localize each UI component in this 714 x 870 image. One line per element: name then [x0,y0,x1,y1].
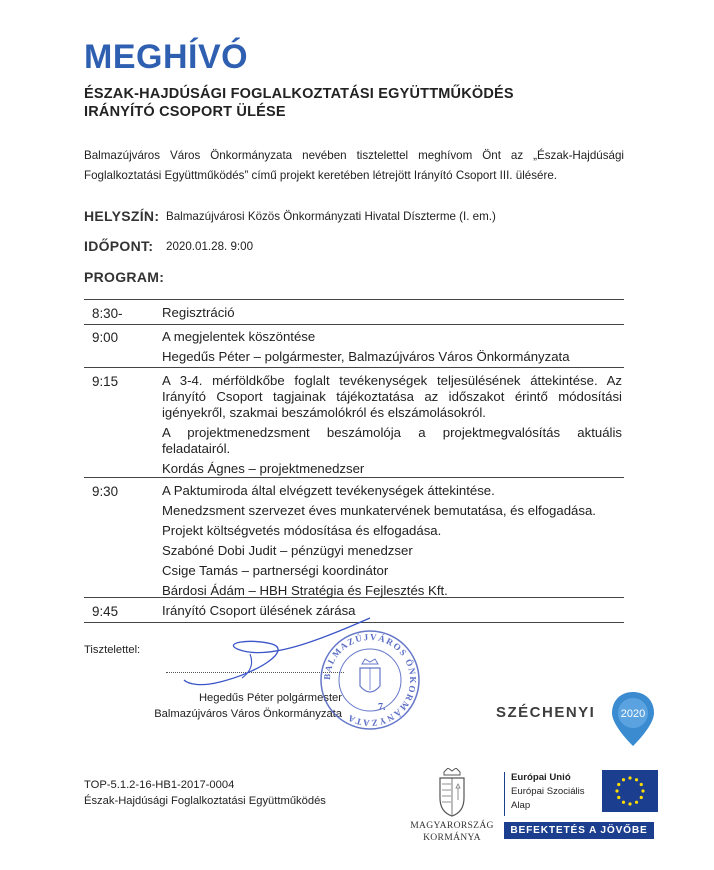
eu-star [617,796,620,799]
greeting: Tisztelettel: [84,644,141,656]
program-time: 9:30 [92,484,119,499]
signer-name: Hegedűs Péter polgármester [198,692,342,704]
eu-star [628,776,631,779]
eu-star [640,783,643,786]
gov-text-line-2: KORMÁNYA [423,832,481,843]
program-speaker: Hegedűs Péter – polgármester, Balmazújváros Város Önkormányzata [162,349,570,364]
program-speaker: Bárdosi Ádám – HBH Stratégia és Fejlesztés Kft. [162,583,448,598]
footer-project-info [84,777,326,809]
eu-star [617,783,620,786]
svg-text:7.: 7. [378,702,386,713]
coat-of-arms-icon [436,768,468,818]
program-item: A projektmenedzsment beszámolója a projektmegvalósítás aktuális feladatairól. [162,425,622,456]
eu-line-1: Európai Unió [511,772,571,783]
program-time: 8:30- [92,306,123,321]
eu-star [635,778,638,781]
gov-text-line-1: MAGYARORSZÁG [410,820,494,831]
svg-text:2020: 2020 [620,708,646,720]
program-row [84,299,624,325]
eu-text-block [504,772,613,816]
program-item: A megjelentek köszöntése [162,329,316,344]
banner-befektetes: BEFEKTETÉS A JÖVŐBE [504,822,654,839]
eu-star [635,801,638,804]
page-title: MEGHÍVÓ [84,38,249,76]
program-row [84,324,624,368]
program-item: Regisztráció [162,305,235,320]
location-label: HELYSZÍN: [84,208,160,224]
eu-star [641,789,644,792]
program-label: PROGRAM: [84,269,165,285]
eu-star [622,801,625,804]
program-item: Menedzsment szervezet éves munkatervének bemutatása, és elfogadása. [162,503,596,518]
program-item: A Paktumiroda által elvégzett tevékenységek áttekintése. [162,483,495,498]
subtitle-line-2: IRÁNYÍTÓ CSOPORT ÜLÉSE [84,104,286,120]
program-row [84,368,624,478]
eu-star [615,789,618,792]
official-stamp [318,628,422,732]
eu-line-3: Alap [511,800,531,811]
program-time: 9:15 [92,374,119,389]
eu-flag-icon [602,770,658,812]
eu-star [628,802,631,805]
eu-star [622,778,625,781]
program-item: A 3-4. mérföldkőbe foglalt tevékenységek teljesülésének áttekintése. Az Irányító Csoport tagjainak tájékoztatása az időszakot érintő módosítási igényekről, szakmai beszámolókról és elszámolásokról. [162,373,622,420]
intro-paragraph: Balmazújváros Város Önkormányzata nevében tisztelettel meghívom Önt az „Észak-Hajdúsági Foglalkoztatási Együttműködés” című projekt keretében létrejött Irányító Csoport III. ülésére. [84,149,624,182]
program-item: Projekt költségvetés módosítása és elfogadása. [162,523,442,538]
subtitle-line-1: ÉSZAK-HAJDÚSÁGI FOGLALKOZTATÁSI EGYÜTTMŰKÖDÉS [84,86,514,102]
program-speaker: Szabóné Dobi Judit – pénzügyi menedzser [162,543,413,558]
project-code: TOP-5.1.2-16-HB1-2017-0004 [84,779,235,791]
time-value: 2020.01.28. 9:00 [166,240,254,253]
time-label: IDŐPONT: [84,238,154,254]
program-time: 9:00 [92,330,119,345]
eu-star [640,796,643,799]
program-speaker: Kordás Ágnes – projektmenedzser [162,461,365,476]
svg-text:BALMAZÚJVÁROS ÖNKORMÁNYZATA: BALMAZÚJVÁROS ÖNKORMÁNYZATA [321,631,419,729]
signer-org: Balmazújváros Város Önkormányzata [154,708,342,720]
program-time: 9:45 [92,604,119,619]
project-name: Észak-Hajdúsági Foglalkoztatási Együttműködés [84,795,326,807]
program-speaker: Csige Tamás – partnerségi koordinátor [162,563,389,578]
szechenyi-logo-text: SZÉCHENYI [496,704,596,721]
program-item: Irányító Csoport ülésének zárása [162,603,356,618]
location-value: Balmazújvárosi Közös Önkormányzati Hivatal Díszterme (I. em.) [166,210,496,223]
szechenyi-pin-icon [610,690,656,748]
program-row [84,478,624,598]
eu-line-2: Európai Szociális [511,786,585,797]
